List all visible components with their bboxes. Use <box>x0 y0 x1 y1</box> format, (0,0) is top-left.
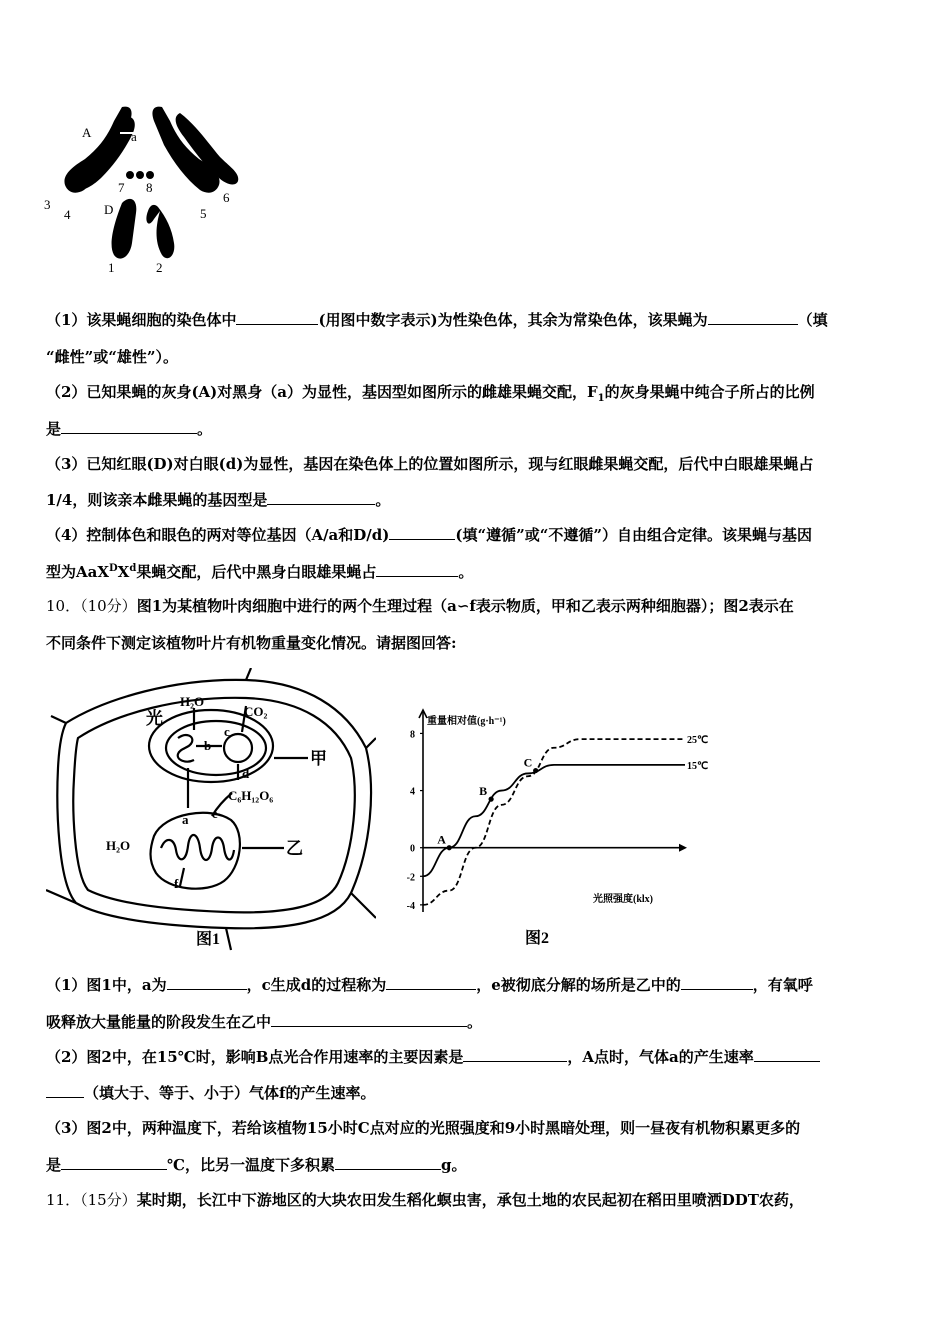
q10-stem-line1: 10．（10分）图1为某植物叶肉细胞中进行的两个生理过程（a∽f表示物质，甲和乙表示两种细胞器）；图2表示在 <box>46 597 794 615</box>
q10-part2-line2: （填大于、等于、小于）气体f的产生速率。 <box>46 1083 906 1103</box>
q9-part4-line2: 型为$AaX^DX^d$果蝇交配，后代中黑身白眼雄果蝇占 。 <box>46 563 474 581</box>
data-point <box>533 768 538 773</box>
figure-2-chart <box>395 690 710 952</box>
label-A: A <box>82 125 92 140</box>
q10-part2-line1: （2）图2中，在15℃时，影响B点光合作用速率的主要因素是 ，A点时，气体a的产生速率 <box>46 1047 906 1067</box>
label-a: a <box>131 129 137 144</box>
point-label: A <box>437 832 446 847</box>
mitochondrion-cristae <box>161 835 234 860</box>
fig1-h2o-top: H₂O <box>180 694 205 709</box>
answer-blank[interactable] <box>681 975 753 990</box>
y-tick-label: 8 <box>410 729 415 741</box>
answer-blank[interactable] <box>46 1083 84 1098</box>
answer-blank[interactable] <box>236 310 318 325</box>
series-label: 15℃ <box>687 760 709 772</box>
chart-ylabel: 重量相对值(g·h⁻¹) <box>427 716 506 727</box>
answer-blank[interactable] <box>389 525 455 540</box>
label-1: 1 <box>108 260 115 275</box>
centromere-dot <box>126 171 134 179</box>
q9-part1-line1: （1）该果蝇细胞的染色体中 (用图中数字表示)为性染色体，其余为常染色体，该果蝇为 （填 <box>46 311 828 329</box>
point-label: B <box>479 784 488 799</box>
answer-blank[interactable] <box>61 419 197 434</box>
answer-blank[interactable] <box>61 1155 167 1170</box>
fig1-jia: 甲 <box>310 749 327 768</box>
q9-part1-line2: “雌性”或“雄性”）。 <box>46 348 179 366</box>
label-5: 5 <box>200 206 207 221</box>
fig1-c: c <box>224 724 230 739</box>
series-line <box>423 765 685 876</box>
answer-blank[interactable] <box>754 1047 820 1062</box>
thylakoid-stack <box>178 735 194 762</box>
label-7: 7 <box>118 180 125 195</box>
chromosome-1 <box>112 199 137 259</box>
fig1-h2o-left: H₂O <box>106 838 131 853</box>
y-tick-label: 4 <box>410 786 415 798</box>
answer-blank[interactable] <box>167 975 247 990</box>
answer-blank[interactable] <box>463 1047 567 1062</box>
x-axis-arrow <box>679 844 687 852</box>
question-number: 10． <box>46 597 81 615</box>
q10-stem-line2: 不同条件下测定该植物叶片有机物重量变化情况。请据图回答: <box>46 634 457 652</box>
fig1-title: 图1 <box>196 931 221 948</box>
fig1-e: e <box>212 806 218 821</box>
fig1-yi: 乙 <box>286 839 303 858</box>
q10-part1-line1: （1）图1中，a为 ，c生成d的过程称为 ，e被彻底分解的场所是乙中的 ，有氧呼 <box>46 976 813 994</box>
mitochondrion-outer <box>151 813 240 889</box>
fig1-co2: CO₂ <box>244 704 268 719</box>
figure-1-cell-diagram <box>46 668 376 953</box>
q9-part2-line2: 是 。 <box>46 420 213 438</box>
answer-blank[interactable] <box>376 562 458 577</box>
q9-part3-line1: （3）已知红眼(D)对白眼(d)为显性，基因在染色体上的位置如图所示，现与红眼雌果蝇交配，后代中白眼雄果蝇占 <box>46 455 814 473</box>
chart-xlabel: 光照强度(klx) <box>593 894 653 905</box>
q9-part2-line1: （2）已知果蝇的灰身(A)对黑身（a）为显性，基因型如图所示的雌雄果蝇交配，$F_1$的灰身果蝇中纯合子所占的比例 <box>46 383 815 402</box>
fig1-d: d <box>242 766 250 781</box>
chromosome-2 <box>146 205 174 258</box>
y-tick-label: 0 <box>410 843 415 855</box>
fig1-a: a <box>182 812 189 827</box>
q10-part3-line1: （3）图2中，两种温度下，若给该植物15小时C点对应的光照强度和9小时黑暗处理，则一昼夜有机物积累更多的 <box>46 1119 801 1137</box>
chart-title: 图2 <box>525 930 550 947</box>
q11-stem-line1: 11．（15分）某时期，长江中下游地区的大块农田发生稻化螟虫害，承包土地的农民起初在稻田里喷洒DDT农药， <box>46 1191 804 1209</box>
point-label: C <box>523 755 533 770</box>
q9-part4-line1: （4）控制体色和眼色的两对等位基因（A/a和D/d) (填“遵循”或“不遵循”）自由组合定律。该果蝇与基因 <box>46 526 812 544</box>
y-tick-label: -2 <box>406 872 415 884</box>
data-point <box>447 845 452 850</box>
centromere-dot <box>146 171 154 179</box>
data-point <box>489 797 494 802</box>
cell-wall-outer <box>57 680 371 928</box>
y-tick-label: -4 <box>406 900 415 912</box>
fig1-f: f <box>174 876 179 891</box>
answer-blank[interactable] <box>386 975 476 990</box>
arrow-f <box>180 868 184 886</box>
chromosome-figure <box>40 95 250 280</box>
fig1-light: 光 <box>146 709 163 728</box>
question-score: （15分） <box>80 1191 137 1209</box>
answer-blank[interactable] <box>271 1012 467 1027</box>
question-number: 11． <box>46 1191 81 1209</box>
label-3: 3 <box>44 197 51 212</box>
series-label: 25℃ <box>687 735 709 747</box>
fig1-c6h12o6: C₆H₁₂O₆ <box>228 788 274 803</box>
label-6: 6 <box>223 190 230 205</box>
centromere-dot <box>136 171 144 179</box>
label-8: 8 <box>146 180 153 195</box>
question-score: （10分） <box>80 597 137 615</box>
label-4: 4 <box>64 207 71 222</box>
answer-blank[interactable] <box>335 1155 441 1170</box>
answer-blank[interactable] <box>267 490 375 505</box>
q10-part1-line2: 吸释放大量能量的阶段发生在乙中 。 <box>46 1013 483 1031</box>
q9-part3-line2: 1/4，则该亲本雌果蝇的基因型是 。 <box>46 491 391 509</box>
fig1-b: b <box>204 738 212 753</box>
answer-blank[interactable] <box>708 310 798 325</box>
label-D: D <box>104 202 114 217</box>
label-2: 2 <box>156 260 163 275</box>
q10-part3-line2: 是 ℃，比另一温度下多积累 g。 <box>46 1156 467 1174</box>
